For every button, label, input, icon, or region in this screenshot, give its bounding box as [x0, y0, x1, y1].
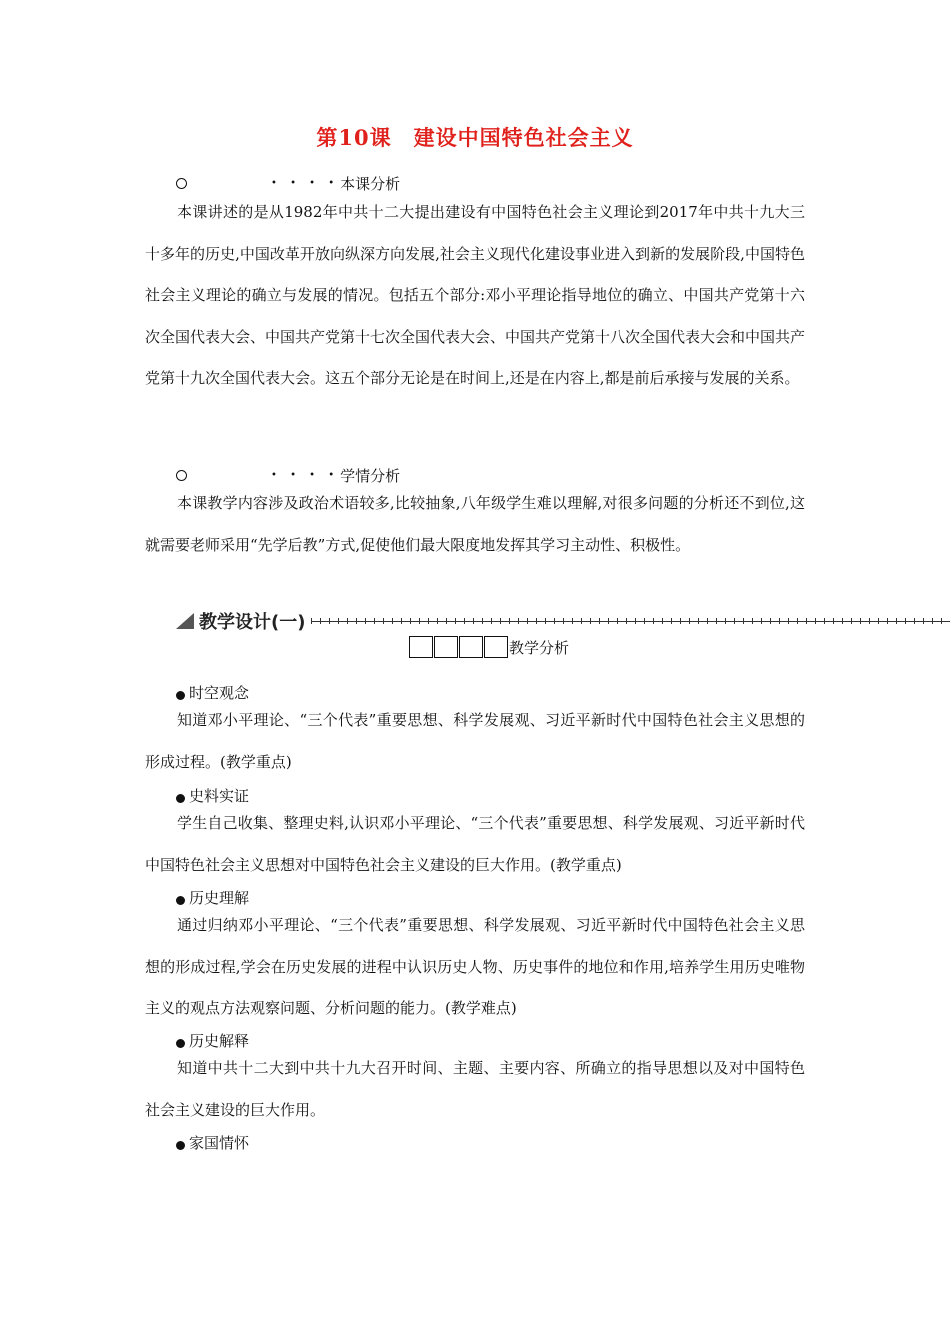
section-heading: 本课分析	[340, 174, 401, 193]
item-heading-patriotism	[176, 1132, 249, 1153]
teaching-design-label: 教学设计(一)	[199, 612, 306, 633]
circle-icon	[176, 178, 187, 189]
item-heading: 家国情怀	[189, 1134, 250, 1152]
teaching-design-banner	[176, 608, 950, 634]
item-text: 知道中共十二大到中共十九大召开时间、主题、主要内容、所确立的指导思想以及对中国特色社会主义建设的巨大作用。	[145, 1059, 805, 1119]
student-analysis-text: 本课教学内容涉及政治术语较多,比较抽象,八年级学生难以理解,对很多问题的分析还不到位,这就需要老师采用“先学后教”方式,促使他们最大限度地发挥其学习主动性、积极性。	[145, 494, 805, 554]
dotted-divider	[311, 618, 950, 624]
section-heading: 学情分析	[340, 466, 401, 485]
dots-decoration: • • • •	[271, 177, 340, 189]
bullet-icon	[176, 691, 185, 700]
dots-decoration: • • • •	[271, 469, 340, 481]
bullet-icon	[176, 794, 185, 803]
lesson-analysis-text: 本课讲述的是从1982年中共十二大提出建设有中国特色社会主义理论到2017年中共十九大三十多年的历史,中国改革开放向纵深方向发展,社会主义现代化建设事业进入到新的发展阶段,中国特色社会主义理论的确立与发展的情况。包括五个部分:邓小平理论指导地位的确立、中国共产党第十六次全国代表大会、中国共产党第十七次全国代表大会、中国共产党第十八次全国代表大会和中国共产党第十九次全国代表大会。这五个部分无论是在时间上,还是在内容上,都是前后承接与发展的关系。	[145, 203, 806, 387]
empty-box	[484, 636, 508, 658]
item-heading: 时空观念	[189, 684, 250, 702]
section-head-lesson-analysis	[176, 172, 400, 194]
teaching-analysis-label: 教学分析	[509, 638, 570, 657]
circle-icon	[176, 470, 187, 481]
bullet-icon	[176, 1141, 185, 1150]
bullet-icon	[176, 896, 185, 905]
empty-box	[409, 636, 433, 658]
page-title: 第10课 建设中国特色社会主义	[316, 125, 634, 150]
item-heading: 历史解释	[189, 1032, 250, 1050]
empty-box	[434, 636, 458, 658]
item-text: 通过归纳邓小平理论、“三个代表”重要思想、科学发展观、习近平新时代中国特色社会主义思想的形成过程,学会在历史发展的进程中认识历史人物、历史事件的地位和作用,培养学生用历史唯物主义的观点方法观察问题、分析问题的能力。(教学难点)	[145, 916, 805, 1017]
item-text: 学生自己收集、整理史料,认识邓小平理论、“三个代表”重要思想、科学发展观、习近平新时代中国特色社会主义思想对中国特色社会主义建设的巨大作用。(教学重点)	[145, 814, 805, 874]
teaching-analysis-heading	[409, 636, 569, 658]
triangle-icon	[176, 613, 194, 629]
item-text: 知道邓小平理论、“三个代表”重要思想、科学发展观、习近平新时代中国特色社会主义思想的形成过程。(教学重点)	[145, 711, 805, 771]
item-heading: 史料实证	[189, 787, 250, 805]
item-heading: 历史理解	[189, 889, 250, 907]
bullet-icon	[176, 1039, 185, 1048]
empty-box	[459, 636, 483, 658]
